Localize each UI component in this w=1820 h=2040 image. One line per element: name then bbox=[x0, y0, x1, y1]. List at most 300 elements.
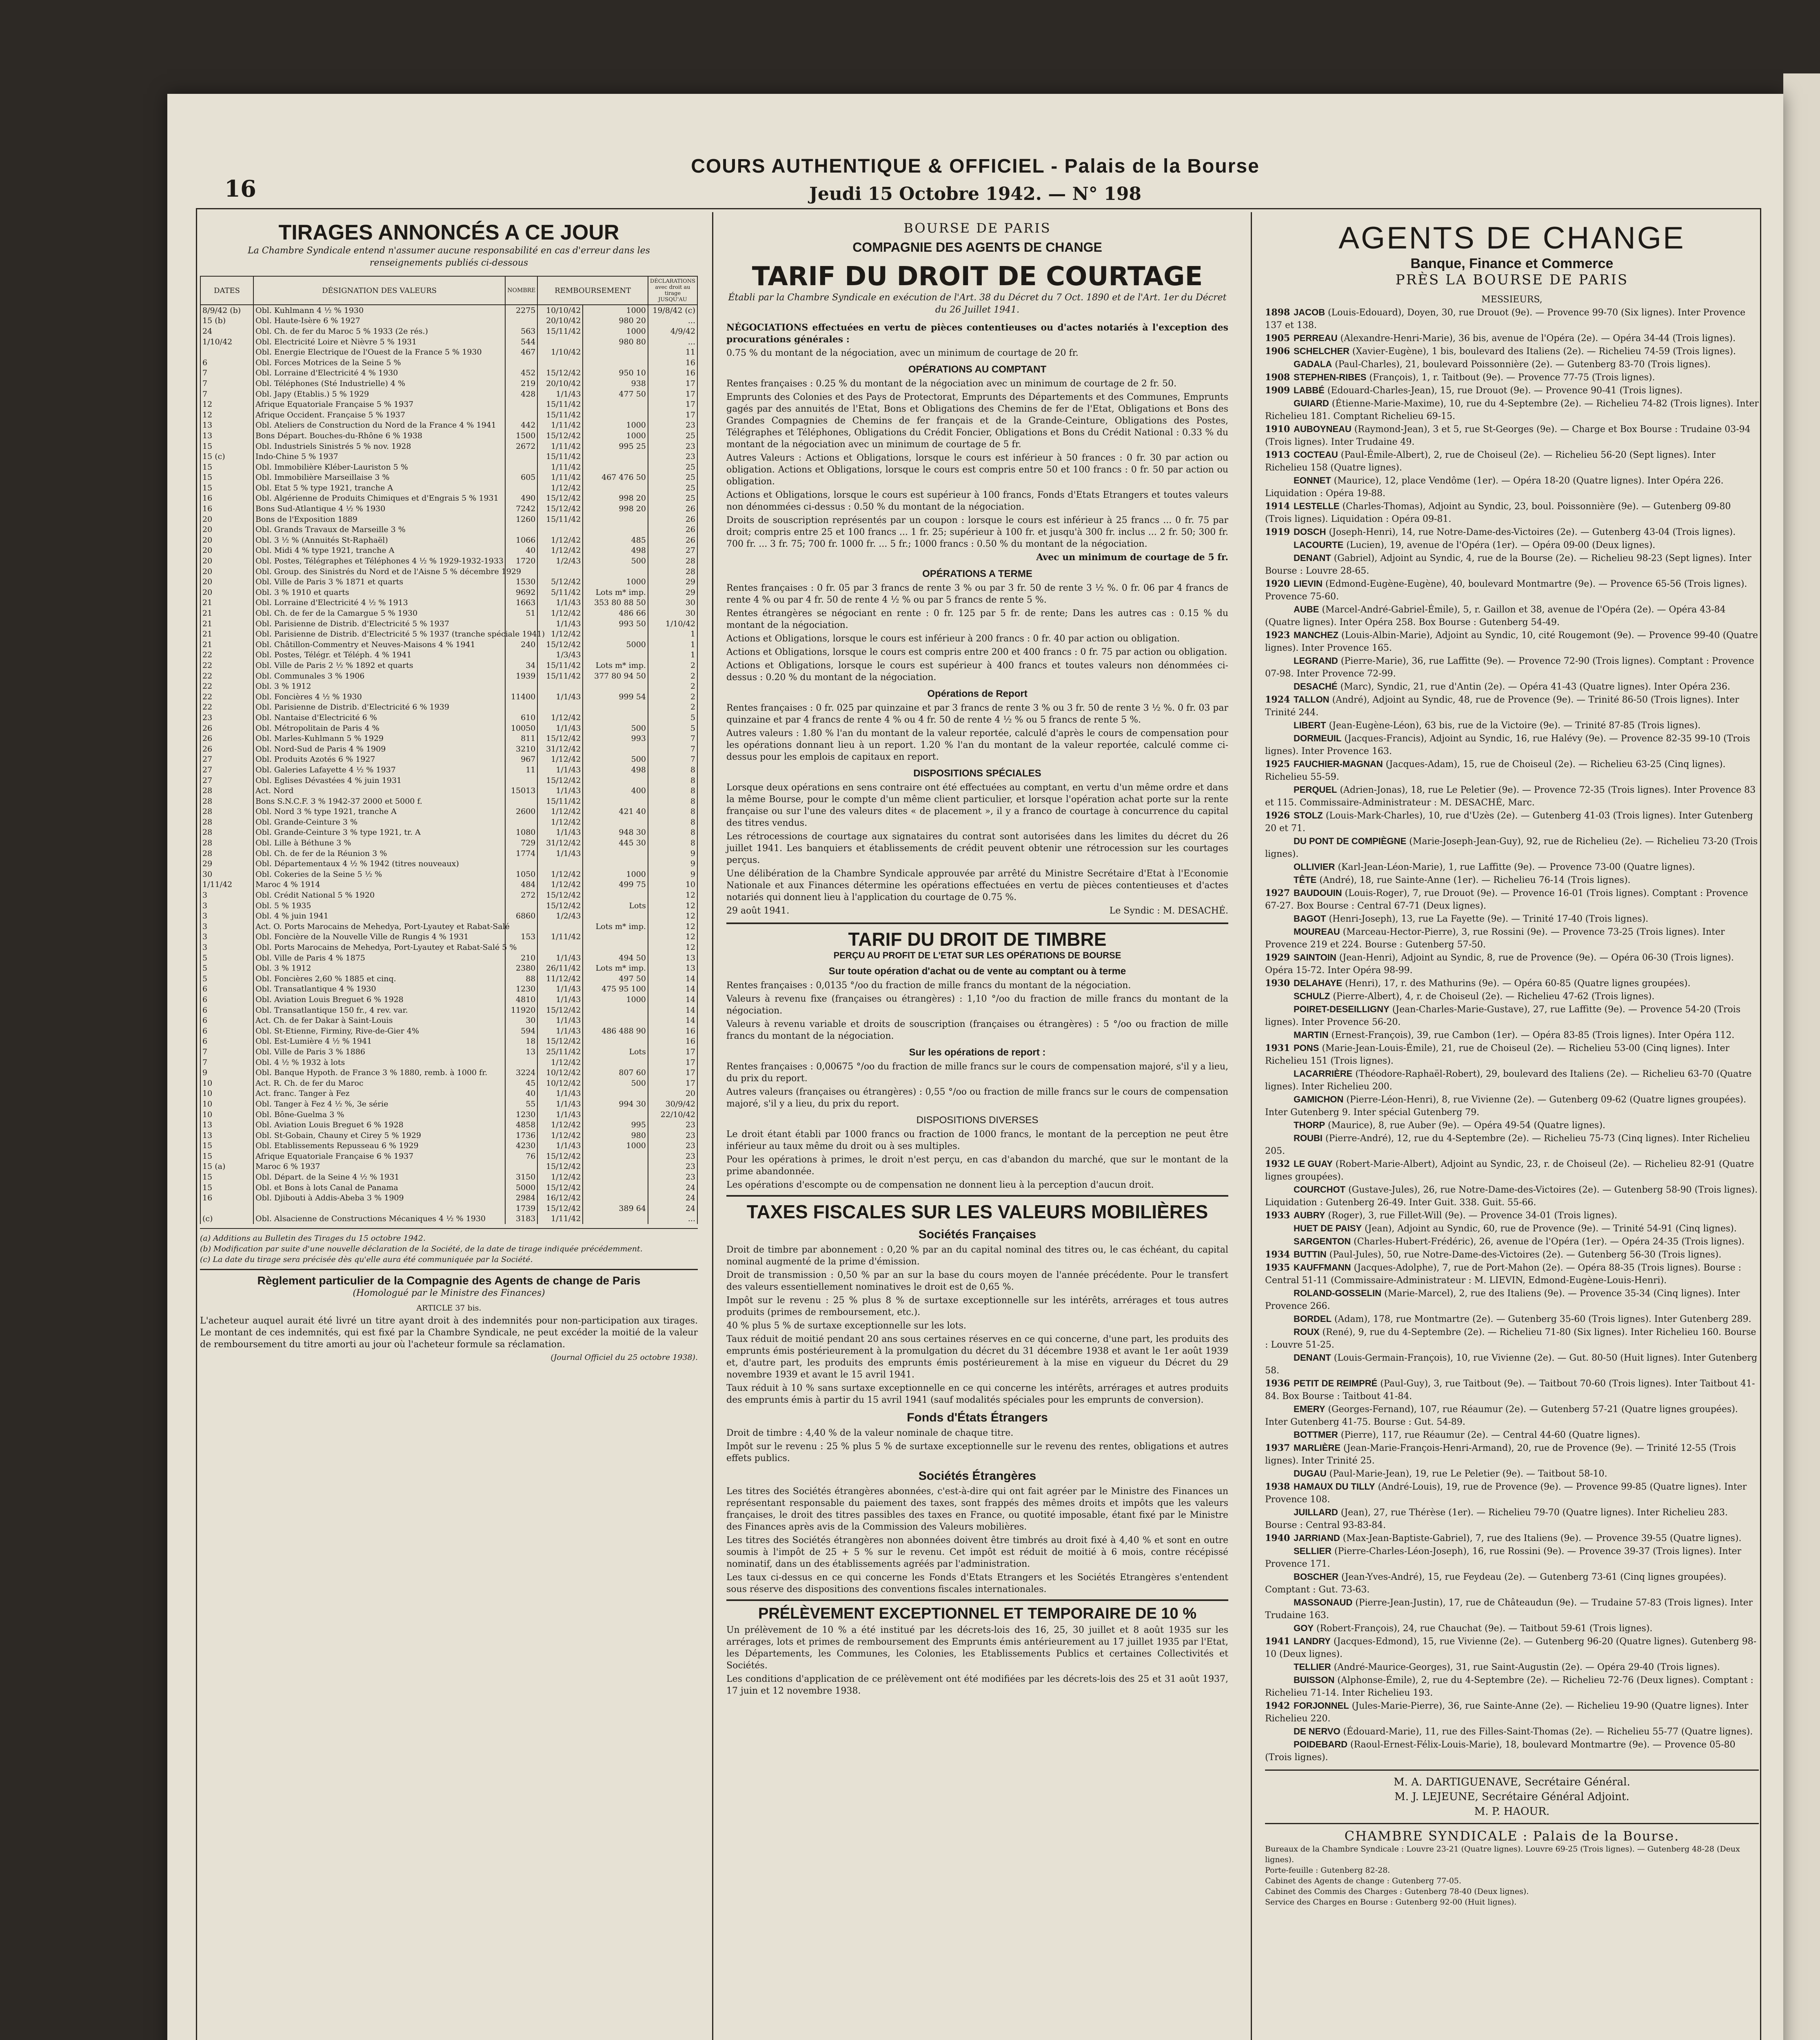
agents-list bbox=[1265, 306, 1759, 1764]
row-taux bbox=[583, 347, 648, 357]
row-designation: Obl. Ville de Paris 2 ½ % 1892 et quarts bbox=[253, 660, 505, 671]
row-declaration: 1/10/42 bbox=[648, 619, 697, 629]
row-taux: 475 95 100 bbox=[583, 984, 648, 995]
row-declaration: 8 bbox=[648, 817, 697, 827]
row-nombre: 2380 bbox=[505, 963, 537, 973]
agent-name: BORDEL bbox=[1294, 1314, 1332, 1324]
tirages-disclaimer: La Chambre Syndicale entend n'assumer aucune responsabilité en cas d'erreur dans les renseignements publiés ci-dessous bbox=[248, 246, 650, 268]
row-nombre: 11400 bbox=[505, 692, 537, 702]
row-designation: Obl. Ch. de fer de la Réunion 3 % bbox=[253, 848, 505, 859]
row-nombre: 967 bbox=[505, 754, 537, 765]
row-declaration: 23 bbox=[648, 1120, 697, 1130]
row-declaration: 16 bbox=[648, 1036, 697, 1047]
row-remb-date: 1/12/42 bbox=[537, 807, 583, 817]
row-taux: 445 30 bbox=[583, 838, 648, 848]
row-declaration: 16 bbox=[648, 357, 697, 368]
agent-year: 1933 bbox=[1265, 1210, 1290, 1221]
taxes-title: TAXES FISCALES SUR LES VALEURS MOBILIÈRES bbox=[746, 1201, 1208, 1222]
row-taux: 5000 bbox=[583, 639, 648, 650]
row-declaration: 30 bbox=[648, 598, 697, 608]
row-declaration: 13 bbox=[648, 963, 697, 973]
agent-entry bbox=[1265, 332, 1759, 345]
agent-name: BOTTMER bbox=[1294, 1430, 1338, 1440]
row-taux: 500 bbox=[583, 754, 648, 765]
row-declaration: 26 bbox=[648, 514, 697, 525]
row-date: 7 bbox=[200, 1047, 253, 1057]
row-date: 5 bbox=[200, 973, 253, 984]
issue-date: Jeudi 15 Octobre 1942. — N° 198 bbox=[809, 184, 1141, 204]
agent-details: (Adrien-Jonas), 18, rue Le Peletier (9e). — Provence 72-35 (Trois lignes). Inter Provence 83 et 115. Commissaire-Administrateur : M. DESACHÉ, Marc. bbox=[1265, 785, 1756, 808]
row-taux bbox=[583, 744, 648, 754]
courtage-intro: NÉGOCIATIONS effectuées en vertu de pièces contentieuses ou d'actes notariés à l'exception des procurations générales : bbox=[726, 322, 1228, 345]
agent-details: (André-Louis), 19, rue de Provence (9e). — Provence 99-85 (Quatre lignes). Inter Provence 108. bbox=[1265, 1482, 1747, 1505]
agent-name: LIBERT bbox=[1294, 720, 1326, 730]
row-nombre: 1500 bbox=[505, 430, 537, 441]
row-remb-date: 31/12/42 bbox=[537, 838, 583, 848]
row-designation: Obl. 3 % 1912 bbox=[253, 681, 505, 692]
agent-details: (Roger), 3, rue Fillet-Will (9e). — Provence 34-01 (Trois lignes). bbox=[1325, 1211, 1618, 1221]
row-designation: Obl. Châtillon-Commentry et Neuves-Maisons 4 % 1941 bbox=[253, 639, 505, 650]
agents-title: AGENTS DE CHANGE bbox=[1338, 221, 1685, 255]
row-designation: Afrique Equatoriale Française 6 % 1937 bbox=[253, 1151, 505, 1162]
agent-name: AUBRY bbox=[1294, 1210, 1325, 1220]
row-nombre: 11920 bbox=[505, 1005, 537, 1016]
row-date: 3 bbox=[200, 911, 253, 921]
row-nombre: 1739 bbox=[505, 1203, 537, 1214]
row-declaration: 23 bbox=[648, 1130, 697, 1141]
timbre-paragraph: Rentes françaises : 0,0135 °/oo du fraction de mille francs du montant de la négociation. bbox=[726, 980, 1131, 991]
agent-name: OLLIVIER bbox=[1294, 862, 1335, 872]
row-date: 12 bbox=[200, 410, 253, 420]
row-designation: Obl. Energie Electrique de l'Ouest de la France 5 % 1930 bbox=[253, 347, 505, 357]
row-designation: Obl. Nord-Sud de Paris 4 % 1909 bbox=[253, 744, 505, 754]
col-header-dates: DATES bbox=[200, 276, 253, 305]
row-taux bbox=[583, 1057, 648, 1068]
row-date: (c) bbox=[200, 1214, 253, 1224]
row-remb-date: 1/1/43 bbox=[537, 953, 583, 963]
row-declaration: 8 bbox=[648, 775, 697, 786]
table-row bbox=[200, 921, 697, 932]
agent-name: PERREAU bbox=[1294, 333, 1338, 343]
prelevement-title: PRÉLÈVEMENT EXCEPTIONNEL ET TEMPORAIRE DE 10 % bbox=[758, 1605, 1197, 1622]
row-nombre: 544 bbox=[505, 337, 537, 347]
row-remb-date bbox=[537, 681, 583, 692]
row-date: 10 bbox=[200, 1078, 253, 1089]
row-designation: Obl. St-Gobain, Chauny et Cirey 5 % 1929 bbox=[253, 1130, 505, 1141]
agent-entry bbox=[1265, 358, 1759, 371]
row-designation: Obl. Aviation Louis Breguet 6 % 1928 bbox=[253, 994, 505, 1005]
chambre-lines bbox=[1265, 1844, 1759, 1907]
row-declaration: 30/9/42 bbox=[648, 1099, 697, 1109]
agent-name: STEPHEN-RIBES bbox=[1294, 372, 1367, 382]
row-date: 15 (c) bbox=[200, 451, 253, 462]
agent-entry bbox=[1265, 1635, 1759, 1661]
agent-name: DENANT bbox=[1294, 1353, 1331, 1363]
row-nombre: 4810 bbox=[505, 994, 537, 1005]
row-date: 15 bbox=[200, 1151, 253, 1162]
agent-entry bbox=[1265, 345, 1759, 358]
row-taux: 998 20 bbox=[583, 493, 648, 504]
row-designation: Act. Ch. de fer Dakar à Saint-Louis bbox=[253, 1015, 505, 1026]
chambre-title: CHAMBRE SYNDICALE : Palais de la Bourse. bbox=[1344, 1828, 1680, 1844]
row-remb-date: 1/12/42 bbox=[537, 1172, 583, 1182]
taxes-etat-paragraph: Impôt sur le revenu : 25 % plus 5 % de surtaxe exceptionnelle sur le revenu des rentes, obligations et autres effets publics. bbox=[726, 1441, 1228, 1463]
row-designation: Obl. Métropolitain de Paris 4 % bbox=[253, 723, 505, 734]
row-taux: 980 bbox=[583, 1130, 648, 1141]
timbre-diverse-title: DISPOSITIONS DIVERSES bbox=[916, 1115, 1039, 1126]
row-remb-date: 15/11/42 bbox=[537, 326, 583, 337]
taxes-etr-paragraph: Les titres des Sociétés étrangères non abonnées doivent être timbrés au droit fixé à 4,40 % et sont en outre soumis à l'impôt de 25 + 5 % sur le revenu. Cet impôt est réduit de moitié à 6 mois, contre récépissé nominatif, dans un des établissements agréés par l'administration. bbox=[726, 1535, 1228, 1569]
row-nombre bbox=[505, 858, 537, 869]
row-date: 9 bbox=[200, 1067, 253, 1078]
courtage-paragraph: Emprunts des Colonies et des Pays de Protectorat, Emprunts des Départements et des Communes, Emprunts gagés par des annuités de l'Etat, Bons et Obligations des Chemins de fer de l'Etat, Obligations et Bons des Grandes Compagnies de Chemins de fer français et de la Grande-Ceinture, Obligations des Postes, Télégraphes et Téléphones, Obligations du Crédit Foncier, Obligations et Bons du Crédit National : 0.33 % du montant de la négociation avec un minimum de courtage de 5 fr. bbox=[726, 392, 1228, 450]
row-declaration: 25 bbox=[648, 472, 697, 483]
agent-details: (Adam), 178, rue Montmartre (2e). — Gutenberg 35-60 (Trois lignes). Inter Gutenberg 289. bbox=[1331, 1314, 1751, 1324]
row-remb-date: 1/11/42 bbox=[537, 462, 583, 472]
table-row bbox=[200, 984, 697, 995]
row-nombre: 442 bbox=[505, 420, 537, 431]
table-row bbox=[200, 587, 697, 598]
agent-entry bbox=[1265, 732, 1759, 758]
timbre-paragraph: Valeurs à revenu fixe (françaises ou étrangères) : 1,10 °/oo du fraction de mille francs du montant de la négociation. bbox=[726, 994, 1228, 1016]
row-remb-date: 1/1/43 bbox=[537, 1026, 583, 1036]
row-nombre bbox=[505, 357, 537, 368]
agent-details: (Pierre-Léon-Henri), 8, rue Vivienne (2e). — Gutenberg 09-62 (Quatre lignes groupées). Inter Gutenberg 9. Inter spécial Gutenberg 79. bbox=[1265, 1095, 1747, 1118]
agent-entry bbox=[1265, 539, 1759, 552]
row-taux: Lots m* imp. bbox=[583, 587, 648, 598]
agent-entry bbox=[1265, 1209, 1759, 1222]
row-date: 16 bbox=[200, 503, 253, 514]
table-row bbox=[200, 1182, 697, 1193]
row-designation: Obl. 5 % 1935 bbox=[253, 900, 505, 911]
row-declaration: 25 bbox=[648, 462, 697, 472]
row-designation: Obl. Lorraine d'Electricité 4 ½ % 1913 bbox=[253, 598, 505, 608]
agent-details: (Louis-Edouard), Doyen, 30, rue Drouot (9e). — Provence 99-70 (Six lignes). Inter Provence 137 et 138. bbox=[1265, 308, 1746, 330]
agent-details: (Marceau-Hector-Pierre), 3, rue Rossini (9e). — Provence 73-25 (Trois lignes). Inter Provence 219 et 224. Bourse : Gutenberg 57-50. bbox=[1265, 927, 1725, 950]
agent-year: 1914 bbox=[1265, 501, 1290, 512]
row-taux: 499 75 bbox=[583, 880, 648, 890]
row-declaration: 5 bbox=[648, 712, 697, 723]
row-remb-date: 1/1/43 bbox=[537, 765, 583, 775]
table-row bbox=[200, 420, 697, 431]
agent-name: FORJONNEL bbox=[1294, 1701, 1349, 1711]
row-taux bbox=[583, 483, 648, 493]
row-nombre: 219 bbox=[505, 378, 537, 389]
agent-entry bbox=[1265, 306, 1759, 332]
row-declaration: 12 bbox=[648, 890, 697, 900]
courtage-paragraph: Une délibération de la Chambre Syndicale approuvée par arrêté du Ministre Secrétaire d'Etat à l'Economie Nationale et aux Finances détermine les opérations effectuées en vertu de pièces contentieuses et d'actes notariés qui donnent lieu à l'application du courtage de 0.75 %. bbox=[726, 869, 1228, 902]
agent-name: GUIARD bbox=[1294, 398, 1329, 408]
row-taux: 486 66 bbox=[583, 608, 648, 619]
row-taux bbox=[583, 702, 648, 713]
row-date: 22 bbox=[200, 692, 253, 702]
agent-details: (François), 1, r. Taitbout (9e). — Provence 77-75 (Trois lignes). bbox=[1366, 373, 1655, 383]
row-taux: 497 50 bbox=[583, 973, 648, 984]
table-row bbox=[200, 347, 697, 357]
row-taux: 377 80 94 50 bbox=[583, 671, 648, 681]
table-row bbox=[200, 639, 697, 650]
agent-entry bbox=[1265, 1532, 1759, 1545]
agent-name: EMERY bbox=[1294, 1404, 1325, 1414]
agent-details: (Pierre-Jean-Justin), 17, rue de Châteaudun (9e). — Trudaine 57-83 (Trois lignes). Inter Trudaine 163. bbox=[1265, 1598, 1753, 1621]
agent-details: (Pierre-André), 12, rue du 4-Septembre (2e). — Richelieu 75-73 (Cinq lignes). Inter Richelieu 205. bbox=[1265, 1133, 1750, 1156]
row-nombre: 1066 bbox=[505, 535, 537, 545]
row-declaration: 12 bbox=[648, 942, 697, 953]
courtage-paragraph: Les rétrocessions de courtage aux signataires du contrat sont autorisées dans les limites du décret du 26 juillet 1941. Les banquiers et établissements de crédit peuvent obtenir une rétrocession sur les courtages perçus. bbox=[726, 832, 1228, 865]
row-nombre: 4230 bbox=[505, 1141, 537, 1151]
row-date: 22 bbox=[200, 671, 253, 681]
row-declaration: 14 bbox=[648, 1005, 697, 1016]
table-row bbox=[200, 796, 697, 807]
row-remb-date bbox=[537, 357, 583, 368]
agent-name: TÊTE bbox=[1294, 875, 1317, 885]
agent-name: HAMAUX DU TILLY bbox=[1294, 1481, 1375, 1492]
table-row bbox=[200, 316, 697, 326]
row-declaration: 23 bbox=[648, 1162, 697, 1172]
row-taux: 1000 bbox=[583, 994, 648, 1005]
table-row bbox=[200, 692, 697, 702]
row-taux bbox=[583, 1015, 648, 1026]
row-taux bbox=[583, 1036, 648, 1047]
agent-details: (Édouard-Marie), 11, rue des Filles-Saint-Thomas (2e). — Richelieu 55-77 (Quatre lignes). bbox=[1340, 1727, 1753, 1737]
table-row bbox=[200, 619, 697, 629]
row-nombre: 9692 bbox=[505, 587, 537, 598]
agent-entry bbox=[1265, 603, 1759, 629]
row-declaration: 29 bbox=[648, 577, 697, 587]
row-date: 20 bbox=[200, 524, 253, 535]
agent-name: LESTELLE bbox=[1294, 501, 1340, 511]
table-row bbox=[200, 368, 697, 379]
agent-year: 1932 bbox=[1265, 1159, 1290, 1169]
row-designation: Obl. St-Etienne, Firminy, Rive-de-Gier 4% bbox=[253, 1026, 505, 1036]
row-designation: Obl. Bône-Guelma 3 % bbox=[253, 1109, 505, 1120]
row-designation: Obl. Parisienne de Distrib. d'Electricité 5 % 1937 (tranche spéciale 1941) bbox=[253, 629, 505, 639]
row-date: 26 bbox=[200, 733, 253, 744]
row-declaration: 23 bbox=[648, 1172, 697, 1182]
row-nombre: 1080 bbox=[505, 827, 537, 838]
row-designation: Obl. Group. des Sinistrés du Nord et de l'Aisne 5 % décembre 1929 bbox=[253, 566, 505, 577]
table-row bbox=[200, 765, 697, 775]
agent-details: (Théodore-Raphaël-Robert), 29, boulevard des Italiens (2e). — Richelieu 63-70 (Quatre lignes). Inter Richelieu 200. bbox=[1265, 1069, 1752, 1092]
row-date: 6 bbox=[200, 1005, 253, 1016]
agent-details: (Jean-Charles-Marie-Gustave), 27, rue Laffitte (9e). — Provence 54-20 (Trois lignes). Inter Provence 56-20. bbox=[1265, 1004, 1741, 1027]
agent-details: (Gabriel), Adjoint au Syndic, 4, rue de la Bourse (2e). — Richelieu 98-23 (Sept lignes). Inter Bourse : Louvre 28-65. bbox=[1265, 553, 1751, 576]
row-nombre bbox=[505, 316, 537, 326]
row-declaration: 19/8/42 (c) bbox=[648, 305, 697, 316]
agent-name: BUTTIN bbox=[1294, 1249, 1327, 1259]
row-nombre: 272 bbox=[505, 890, 537, 900]
row-nombre: 55 bbox=[505, 1099, 537, 1109]
row-nombre: 1663 bbox=[505, 598, 537, 608]
taxes-fr-paragraph: Impôt sur le revenu : 25 % plus 8 % de surtaxe exceptionnelle sur les intérêts, arrérages et tous autres produits (primes de remboursement, etc.). bbox=[726, 1295, 1228, 1317]
row-remb-date: 15/11/42 bbox=[537, 410, 583, 420]
row-taux: 500 bbox=[583, 556, 648, 566]
row-taux: Lots bbox=[583, 1047, 648, 1057]
row-designation: Indo-Chine 5 % 1937 bbox=[253, 451, 505, 462]
row-taux bbox=[583, 1172, 648, 1182]
taxes-fr-title: Sociétés Françaises bbox=[918, 1228, 1037, 1241]
row-remb-date: 26/11/42 bbox=[537, 963, 583, 973]
row-remb-date bbox=[537, 921, 583, 932]
row-designation: Obl. Produits Azotés 6 % 1927 bbox=[253, 754, 505, 765]
row-remb-date: 15/12/42 bbox=[537, 639, 583, 650]
agent-entry bbox=[1265, 1467, 1759, 1480]
row-date: 3 bbox=[200, 900, 253, 911]
agent-name: ROUX bbox=[1294, 1327, 1320, 1337]
row-nombre: 3183 bbox=[505, 1214, 537, 1224]
row-date: 28 bbox=[200, 785, 253, 796]
row-designation: Maroc 6 % 1937 bbox=[253, 1162, 505, 1172]
row-nombre: 811 bbox=[505, 733, 537, 744]
row-designation: Act. O. Ports Marocains de Mehedya, Port-Lyautey et Rabat-Salé bbox=[253, 921, 505, 932]
row-taux: 1000 bbox=[583, 869, 648, 880]
tirages-note: (b) Modification par suite d'une nouvelle déclaration de la Société, de la date de tirage indiquée précédemment. bbox=[200, 1244, 643, 1254]
row-taux bbox=[583, 848, 648, 859]
row-date: 10 bbox=[200, 1099, 253, 1109]
agents-subtitle2: PRÈS LA BOURSE DE PARIS bbox=[1395, 272, 1629, 288]
table-row bbox=[200, 880, 697, 890]
table-row bbox=[200, 994, 697, 1005]
row-taux: Lots m* imp. bbox=[583, 963, 648, 973]
agent-name: COCTEAU bbox=[1294, 450, 1338, 460]
row-designation: Obl. 3 % 1910 et quarts bbox=[253, 587, 505, 598]
row-remb-date: 15/12/42 bbox=[537, 890, 583, 900]
row-remb-date: 1/12/42 bbox=[537, 1120, 583, 1130]
row-taux: 998 20 bbox=[583, 503, 648, 514]
row-taux: 500 bbox=[583, 723, 648, 734]
row-designation: Obl. Algérienne de Produits Chimiques et d'Engrais 5 % 1931 bbox=[253, 493, 505, 504]
row-nombre: 2600 bbox=[505, 807, 537, 817]
agent-entry bbox=[1265, 1261, 1759, 1287]
row-remb-date: 16/12/42 bbox=[537, 1193, 583, 1203]
row-remb-date: 15/11/42 bbox=[537, 514, 583, 525]
agent-details: (André), 18, rue Sainte-Anne (1er). — Richelieu 76-14 (Trois lignes). bbox=[1316, 875, 1631, 885]
newspaper-page bbox=[167, 94, 1783, 2040]
agent-name: LACOURTE bbox=[1294, 540, 1344, 550]
row-designation: Obl. Immobilière Marseillaise 3 % bbox=[253, 472, 505, 483]
agent-name: LIEVIN bbox=[1294, 579, 1323, 589]
agent-entry bbox=[1265, 1622, 1759, 1635]
row-remb-date: 11/12/42 bbox=[537, 973, 583, 984]
tirages-notes bbox=[200, 1233, 698, 1265]
agent-details: (Henri), 17, r. des Mathurins (9e). — Opéra 60-85 (Quatre lignes groupées). bbox=[1342, 978, 1691, 989]
agent-name: BAUDOUIN bbox=[1294, 888, 1342, 898]
agent-entry bbox=[1265, 1738, 1759, 1764]
row-designation: Obl. Téléphones (Sté Industrielle) 4 % bbox=[253, 378, 505, 389]
agent-entry bbox=[1265, 1545, 1759, 1570]
table-row bbox=[200, 858, 697, 869]
row-remb-date: 1/12/42 bbox=[537, 754, 583, 765]
row-date: 20 bbox=[200, 577, 253, 587]
agent-name: LACARRIÈRE bbox=[1294, 1069, 1353, 1079]
agent-entry bbox=[1265, 1119, 1759, 1132]
row-remb-date: 15/12/42 bbox=[537, 503, 583, 514]
row-remb-date: 1/1/43 bbox=[537, 984, 583, 995]
row-taux: 1000 bbox=[583, 430, 648, 441]
row-designation: Obl. Grands Travaux de Marseille 3 % bbox=[253, 524, 505, 535]
row-date: 28 bbox=[200, 807, 253, 817]
table-row bbox=[200, 514, 697, 525]
row-declaration: 4/9/42 bbox=[648, 326, 697, 337]
agent-name: BAGOT bbox=[1294, 914, 1326, 924]
row-declaration: 26 bbox=[648, 503, 697, 514]
table-row bbox=[200, 733, 697, 744]
agent-name: MASSONAUD bbox=[1294, 1597, 1353, 1608]
row-taux: 993 bbox=[583, 733, 648, 744]
row-declaration: 1 bbox=[648, 639, 697, 650]
courtage-paragraph: Actions et Obligations, lorsque le cours est supérieur à 400 francs et toutes valeurs non dénommées ci-dessus : 0.20 % du montant de la négociation. bbox=[726, 661, 1228, 683]
agent-entry bbox=[1265, 1067, 1759, 1093]
agent-year: 1934 bbox=[1265, 1249, 1290, 1260]
row-remb-date: 1/12/42 bbox=[537, 1057, 583, 1068]
row-date: 15 bbox=[200, 1172, 253, 1182]
row-nombre: 484 bbox=[505, 880, 537, 890]
row-nombre: 3150 bbox=[505, 1172, 537, 1182]
row-designation: Obl. Lorraine d'Electricité 4 % 1930 bbox=[253, 368, 505, 379]
row-nombre: 490 bbox=[505, 493, 537, 504]
row-remb-date: 1/12/42 bbox=[537, 712, 583, 723]
row-remb-date: 15/11/42 bbox=[537, 796, 583, 807]
row-remb-date: 10/10/42 bbox=[537, 305, 583, 316]
row-date: 5 bbox=[200, 953, 253, 963]
row-designation: Bons S.N.C.F. 3 % 1942-37 2000 et 5000 f. bbox=[253, 796, 505, 807]
agent-details: (Edouard-Charles-Jean), 15, rue Drouot (9e). — Provence 90-41 (Trois lignes). bbox=[1324, 386, 1683, 396]
staff-line: M. J. LEJEUNE, Secrétaire Général Adjoint. bbox=[1394, 1791, 1629, 1803]
row-remb-date: 15/12/42 bbox=[537, 775, 583, 786]
table-row bbox=[200, 1089, 697, 1099]
tirages-note: (a) Additions au Bulletin des Tirages du 15 octobre 1942. bbox=[200, 1234, 426, 1243]
row-declaration: 2 bbox=[648, 671, 697, 681]
row-date: 20 bbox=[200, 545, 253, 556]
agent-name: FAUCHIER-MAGNAN bbox=[1294, 759, 1383, 769]
reglement-article: ARTICLE 37 bis. bbox=[416, 1304, 482, 1313]
row-nombre: 2275 bbox=[505, 305, 537, 316]
timbre-report-title: Sur les opérations de report : bbox=[909, 1047, 1046, 1058]
agent-details: (Paul-Charles), 21, boulevard Poissonnière (2e). — Gutenberg 83-70 (Trois lignes). bbox=[1332, 359, 1711, 370]
agent-entry bbox=[1265, 384, 1759, 397]
agent-entry bbox=[1265, 397, 1759, 423]
row-designation: Obl. Foncières 2,60 % 1885 et cinq. bbox=[253, 973, 505, 984]
agent-entry bbox=[1265, 719, 1759, 732]
row-date: 10 bbox=[200, 1089, 253, 1099]
row-designation: Obl. 3 % 1912 bbox=[253, 963, 505, 973]
row-declaration: 25 bbox=[648, 493, 697, 504]
row-remb-date: 15/12/42 bbox=[537, 368, 583, 379]
agent-entry bbox=[1265, 1042, 1759, 1067]
row-declaration: 22/10/42 bbox=[648, 1109, 697, 1120]
agents-staff bbox=[1265, 1775, 1759, 1819]
table-row bbox=[200, 1172, 697, 1182]
row-declaration: 9 bbox=[648, 858, 697, 869]
row-nombre: 5000 bbox=[505, 1182, 537, 1193]
agent-details: (Étienne-Marie-Maxime), 10, rue du 4-Septembre (2e). — Richelieu 74-82 (Trois lignes). Inter Richelieu 181. Comptant Richelieu 69-15. bbox=[1265, 399, 1759, 421]
row-designation: Obl. Cokeries de la Seine 5 ½ % bbox=[253, 869, 505, 880]
agent-entry bbox=[1265, 1183, 1759, 1209]
chambre-line: Porte-feuille : Gutenberg 82-28. bbox=[1265, 1866, 1390, 1875]
prelevement-paragraph: Les conditions d'application de ce prélèvement ont été modifiées par les décrets-lois des 25 et 31 août 1937, 17 juin et 12 novembre 1938. bbox=[726, 1674, 1228, 1696]
row-date: 20 bbox=[200, 566, 253, 577]
row-remb-date: 5/11/42 bbox=[537, 587, 583, 598]
row-designation: Obl. Haute-Isère 6 % 1927 bbox=[253, 316, 505, 326]
row-date: 1/11/42 bbox=[200, 880, 253, 890]
row-taux bbox=[583, 410, 648, 420]
row-remb-date: 15/12/42 bbox=[537, 1036, 583, 1047]
row-nombre bbox=[505, 1057, 537, 1068]
row-date: 16 bbox=[200, 493, 253, 504]
agent-year: 1910 bbox=[1265, 424, 1290, 435]
row-taux bbox=[583, 1151, 648, 1162]
row-nombre: 51 bbox=[505, 608, 537, 619]
